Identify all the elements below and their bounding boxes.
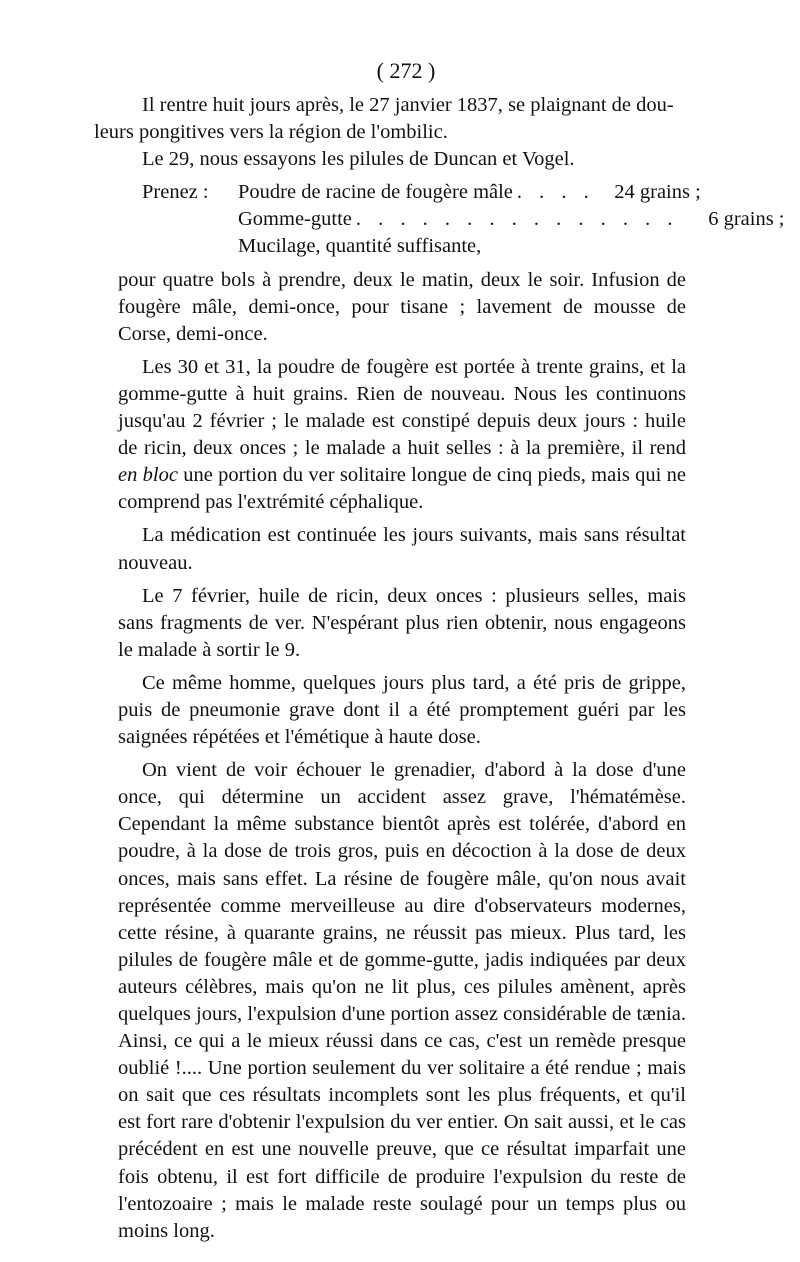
recipe-row-2 [142,206,785,233]
recipe-lead: Prenez : [142,181,209,204]
recipe-item-name: Gomme-gutte [238,208,352,231]
recipe-item-dose: 24 grains ; [614,181,701,204]
recipe-item-name: Poudre de racine de fougère mâle [238,181,513,204]
recipe-item-dose: 6 grains ; [708,208,785,231]
recipe-block [118,179,785,260]
recipe-item-leader: . . . . . . . . . . . . . . . [355,208,679,231]
paragraph-2: Le 29, nous essayons les pilules de Duncan et Vogel. [142,148,575,171]
paragraph-4-emphasis: en bloc [118,464,178,487]
recipe-row-3 [142,233,686,260]
paragraph-4-text-a: Les 30 et 31, la poudre de fougère est portée à trente grains, et la gomme-gutte à huit grains. Rien de nouveau. Nous les continuons jusqu'au 2 février ; le malade est constipé depuis deux jours : huile de ricin, deux onces ; le malade a huit selles : à la première, il rend [118,355,686,460]
recipe-item-name: Mucilage, quantité suffisante, [238,235,482,258]
recipe-row-1 [142,179,701,206]
paragraph-4-text-b: une portion du ver solitaire longue de cinq pieds, mais qui ne comprend pas l'extrémité céphalique. [118,464,686,514]
recipe-item [238,179,715,206]
paragraph-3: pour quatre bols à prendre, deux le matin, deux le soir. Infusion de fougère mâle, demi-once, pour tisane ; lavement de mousse de Corse, demi-once. [118,268,686,345]
paragraph-8: On vient de voir échouer le grenadier, d'abord à la dose d'une once, qui détermine un accident assez grave, l'hématémèse. Cependant la même substance bientôt après est tolérée, d'abord en poudre, à la dose de trois gros, puis en décoction à la dose de deux onces, mais sans effet. La résine de fougère mâle, qu'on nous avait représentée comme merveilleuse au dire d'observateurs modernes, cette résine, à quarante grains, ne réussit pas mieux. Plus tard, les pilules de fougère mâle et de gomme-gutte, jadis indiquées par deux auteurs célèbres, mais qu'on ne lit plus, ces pilules amènent, après quelques jours, l'expulsion d'une portion assez considérable de tænia. Ainsi, ce qui a le mieux réussi dans ce cas, c'est un remède presque oublié !.... Une portion seulement du ver solitaire a été rendue ; mais on sait que ces résultats incomplets sont les plus fréquents, et qu'il est fort rare d'obtenir l'expulsion du ver entier. On sait aussi, et le cas précédent en est une nouvelle preuve, que ce résultat imparfait une fois obtenu, il est fort difficile de produire l'expulsion du reste de l'entozoaire ; mais le malade reste soulagé pour un temps plus ou moins long. [118,759,686,1242]
paragraph-1-line-2: leurs pongitives vers la région de l'ombilic. [94,121,448,144]
paragraph-5: La médication est continuée les jours suivants, mais sans résultat nouveau. [118,524,686,574]
paragraph-6: Le 7 février, huile de ricin, deux onces : plusieurs selles, mais sans fragments de ver. N'espérant plus rien obtenir, nous engageons le malade à sortir le 9. [118,584,686,661]
page-number: ( 272 ) [376,58,436,83]
recipe-item-leader: . . . . [516,181,595,204]
paragraph-1 [94,92,686,146]
book-page [94,58,785,1245]
recipe-item [238,206,799,233]
paragraph-4 [118,354,686,517]
paragraph-7: Ce même homme, quelques jours plus tard, a été pris de grippe, puis de pneumonie grave dont il a été promptement guéri par les saignées répétées et l'émétique à haute dose. [118,671,686,749]
paragraph-1-line-1: Il rentre huit jours après, le 27 janvier 1837, se plaignant de dou- [142,94,674,116]
recipe-item [238,233,686,260]
